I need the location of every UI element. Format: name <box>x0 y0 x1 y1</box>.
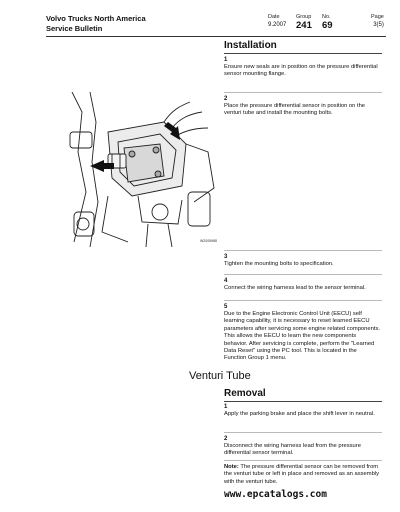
step-text: Place the pressure differential sensor in position on the venturi tube and install the mounting bolts. <box>224 103 366 117</box>
step-divider <box>224 300 382 301</box>
install-step-3 <box>224 248 380 268</box>
number-value: 69 <box>322 20 333 31</box>
section-title: Installation <box>224 40 277 51</box>
document-type: Service Bulletin <box>46 24 103 33</box>
section-title: Removal <box>224 388 266 399</box>
document-header <box>46 14 386 36</box>
figure-code: W2005988 <box>200 239 217 243</box>
engine-diagram <box>68 92 216 247</box>
group-field <box>296 14 312 31</box>
page-label: Page <box>371 14 384 20</box>
watermark-url: www.epcatalogs.com <box>224 489 327 500</box>
step-number: 2 <box>224 96 228 102</box>
removal-heading <box>224 388 380 399</box>
step-divider <box>224 250 382 251</box>
sensor-illustration <box>68 92 216 247</box>
group-label: Group <box>296 14 312 20</box>
install-step-1 <box>224 57 380 79</box>
step-text: Ensure new seals are in position on the pressure differential sensor mounting flange. <box>224 64 378 78</box>
step-text: Tighten the mounting bolts to specification. <box>224 261 334 267</box>
section-divider <box>224 401 382 402</box>
date-label: Date <box>268 14 280 20</box>
header-divider <box>46 36 386 37</box>
install-step-4 <box>224 272 380 292</box>
step-number: 4 <box>224 278 228 284</box>
number-label: No. <box>322 14 331 20</box>
group-value: 241 <box>296 20 312 31</box>
note-body: The pressure differential sensor can be removed from the venturi tube or left in place and removed as an assembly with the venturi tube. <box>224 464 379 485</box>
brand-title: Volvo Trucks North America <box>46 14 146 23</box>
step-number: 3 <box>224 254 228 260</box>
installation-heading <box>224 40 380 51</box>
number-field <box>322 14 333 31</box>
page-value: 3(5) <box>373 22 384 28</box>
install-step-2 <box>224 90 380 118</box>
note-label: Note: <box>224 464 239 470</box>
step-number: 1 <box>224 57 228 63</box>
step-divider <box>224 274 382 275</box>
step-text: Due to the Engine Electronic Control Unit (EECU) self learning capability, it is necessary to reset learned EECU parameters after servicing some engine related components. This allows the EECU to learn the new components behavior. After servicing is complete, perform the "Learned Data Reset" using the PC tool. This is located in the Function Group 1 menu. <box>224 311 380 362</box>
removal-note <box>224 458 380 486</box>
page-field <box>371 14 384 28</box>
removal-step-1 <box>224 404 380 418</box>
step-text: Disconnect the wiring harness lead from the pressure differential sensor terminal. <box>224 443 361 457</box>
date-field <box>268 14 286 28</box>
step-number: 5 <box>224 304 228 310</box>
install-step-5 <box>224 298 380 363</box>
step-divider <box>224 432 382 433</box>
section-divider <box>224 53 382 54</box>
step-divider <box>224 92 382 93</box>
date-value: 9.2007 <box>268 22 287 28</box>
step-number: 1 <box>224 404 228 410</box>
venturi-tube-heading: Venturi Tube <box>189 370 251 382</box>
step-text: Apply the parking brake and place the shift lever in neutral. <box>224 411 375 417</box>
removal-step-2 <box>224 430 380 458</box>
note-text <box>224 464 380 486</box>
step-text: Connect the wiring harness lead to the sensor terminal. <box>224 285 366 291</box>
step-number: 2 <box>224 436 228 442</box>
step-divider <box>224 460 382 461</box>
